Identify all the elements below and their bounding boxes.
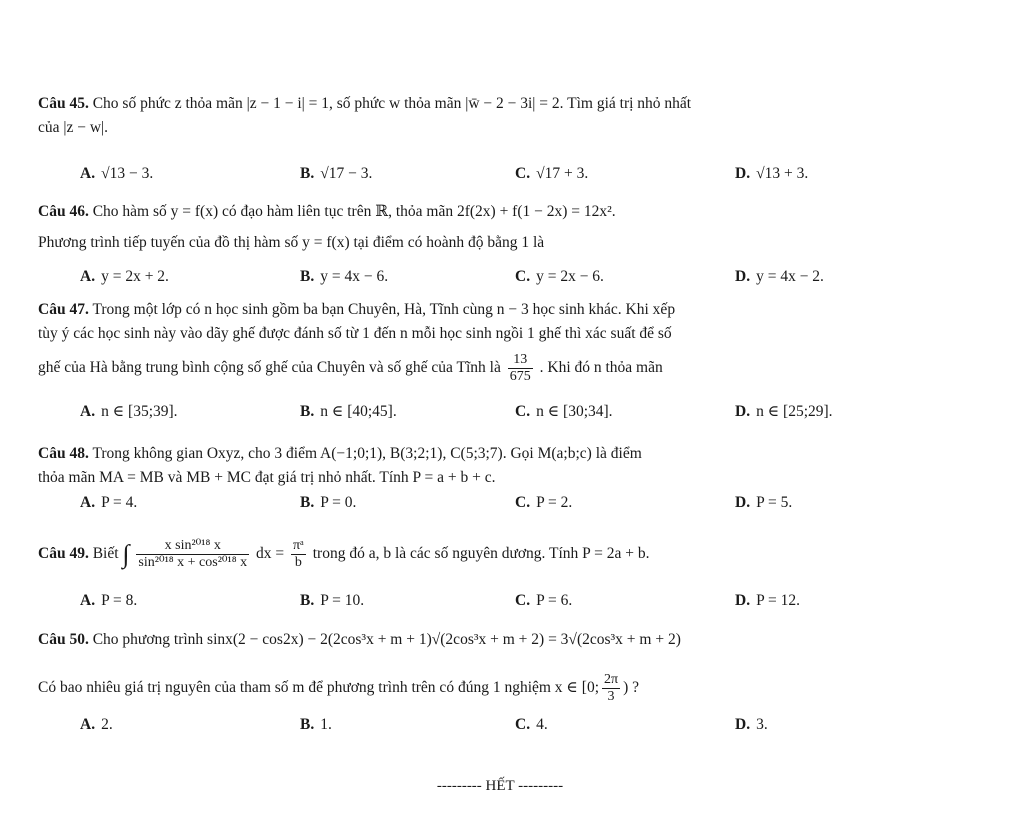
option-b: B. y = 4x − 6.	[300, 268, 389, 285]
option-c: C. P = 2.	[515, 494, 573, 511]
option-c: C. P = 6.	[515, 592, 573, 609]
question-48-text: Trong không gian Oxyz, cho 3 điểm A(−1;0;1), B(3;2;1), C(5;3;7). Gọi M(a;b;c) là điểm	[92, 445, 642, 462]
question-46-line-1	[38, 200, 973, 224]
option-d: D. √13 + 3.	[735, 165, 809, 182]
question-47-line-3: ghế của Hà bằng trung bình cộng số ghế của Chuyên và số ghế của Tĩnh là $\frac{13}{675}$ . Khi đó n thỏa mãn	[38, 352, 663, 384]
option-c: C. y = 2x − 6.	[515, 268, 604, 285]
question-47-options	[80, 402, 960, 426]
question-45-text: Cho số phức z thỏa mãn |z − 1 − i| = 1, số phức w thỏa mãn |w̄ − 2 − 3i| = 2. Tìm giá trị nhỏ nhất	[92, 95, 692, 112]
question-46-options	[80, 268, 960, 292]
question-50-label: Câu 50.	[38, 631, 89, 648]
end-marker: --------- HẾT ---------	[436, 778, 564, 794]
option-d: D. 3.	[735, 716, 768, 733]
question-47-text: Trong một lớp có n học sinh gồm ba bạn Chuyên, Hà, Tĩnh cùng n − 3 học sinh khác. Khi xếp	[92, 301, 676, 318]
question-50-line-2: Có bao nhiêu giá trị nguyên của tham số m để phương trình trên có đúng 1 nghiệm x ∈ [0; $\frac{2\pi}{3}$ ) ?	[38, 672, 639, 704]
question-50-line-1	[38, 628, 973, 652]
question-48-options	[80, 494, 960, 518]
question-50-equation: Cho phương trình sinx(2 − cos2x) − 2(2cos³x + m + 1)√(2cos³x + m + 2) = 3√(2cos³x + m + 2)	[92, 631, 681, 648]
option-a: A. √13 − 3.	[80, 165, 154, 182]
question-48-line-1	[38, 442, 973, 466]
question-45	[38, 92, 973, 140]
option-c: C. 4.	[515, 716, 548, 733]
interval-fraction: $\frac{2\pi}{3}$	[604, 672, 619, 704]
question-47-line-1	[38, 298, 973, 322]
question-49	[38, 532, 973, 576]
integral-sign: ∫	[122, 539, 130, 569]
option-d: D. y = 4x − 2.	[735, 268, 824, 285]
question-50	[38, 628, 973, 705]
question-45-label: Câu 45.	[38, 95, 89, 112]
question-48-label: Câu 48.	[38, 445, 89, 462]
option-d: D. n ∈ [25;29].	[735, 403, 833, 420]
question-46-line-2: Phương trình tiếp tuyến của đồ thị hàm số y = f(x) tại điểm có hoành độ bằng 1 là	[38, 234, 545, 251]
result-fraction: $\frac{\text{πᵃ}}{b}$	[292, 537, 304, 570]
question-47	[38, 298, 973, 385]
question-49-line-1: Câu 49. Biết ∫ $\frac{\text{x sin²⁰¹⁸ x}}{\text{sin²⁰¹⁸ x + cos²⁰¹⁸ x}}$ dx = $\frac{\text{πᵃ}}{b}$ trong đó a, b là các số nguyên dương. Tính P = 2a + b.	[38, 537, 650, 570]
option-d: D. P = 5.	[735, 494, 793, 511]
question-46-text: Cho hàm số y = f(x) có đạo hàm liên tục trên ℝ, thỏa mãn 2f(2x) + f(1 − 2x) = 12x².	[92, 203, 616, 220]
question-45-options	[80, 165, 960, 189]
probability-fraction: $\frac{13}{675}$	[509, 352, 531, 384]
option-a: A. 2.	[80, 716, 113, 733]
question-50-options	[80, 716, 960, 740]
option-c: C. n ∈ [30;34].	[515, 403, 613, 420]
question-46-label: Câu 46.	[38, 203, 89, 220]
option-a: A. n ∈ [35;39].	[80, 403, 178, 420]
question-47-label: Câu 47.	[38, 301, 89, 318]
question-48-line-2: thỏa mãn MA = MB và MB + MC đạt giá trị nhỏ nhất. Tính P = a + b + c.	[38, 469, 496, 486]
question-49-label: Câu 49.	[38, 545, 89, 562]
option-d: D. P = 12.	[735, 592, 800, 609]
option-b: B. 1.	[300, 716, 332, 733]
option-a: A. P = 8.	[80, 592, 138, 609]
question-46	[38, 200, 973, 255]
question-45-line-1	[38, 92, 973, 116]
option-c: C. √17 + 3.	[515, 165, 589, 182]
option-a: A. P = 4.	[80, 494, 138, 511]
integrand-fraction: $\frac{\text{x sin²⁰¹⁸ x}}{\text{sin²⁰¹⁸ x + cos²⁰¹⁸ x}}$	[138, 537, 248, 570]
question-45-line-2: của |z − w|.	[38, 119, 109, 136]
option-b: B. P = 0.	[300, 494, 357, 511]
question-49-options	[80, 592, 960, 616]
option-a: A. y = 2x + 2.	[80, 268, 169, 285]
option-b: B. n ∈ [40;45].	[300, 403, 397, 420]
question-47-line-2: tùy ý các học sinh này vào dãy ghế được đánh số từ 1 đến n mỗi học sinh ngồi 1 ghế thì xác suất để số	[38, 325, 672, 342]
option-b: B. P = 10.	[300, 592, 365, 609]
option-b: B. √17 − 3.	[300, 165, 373, 182]
question-48	[38, 442, 973, 490]
